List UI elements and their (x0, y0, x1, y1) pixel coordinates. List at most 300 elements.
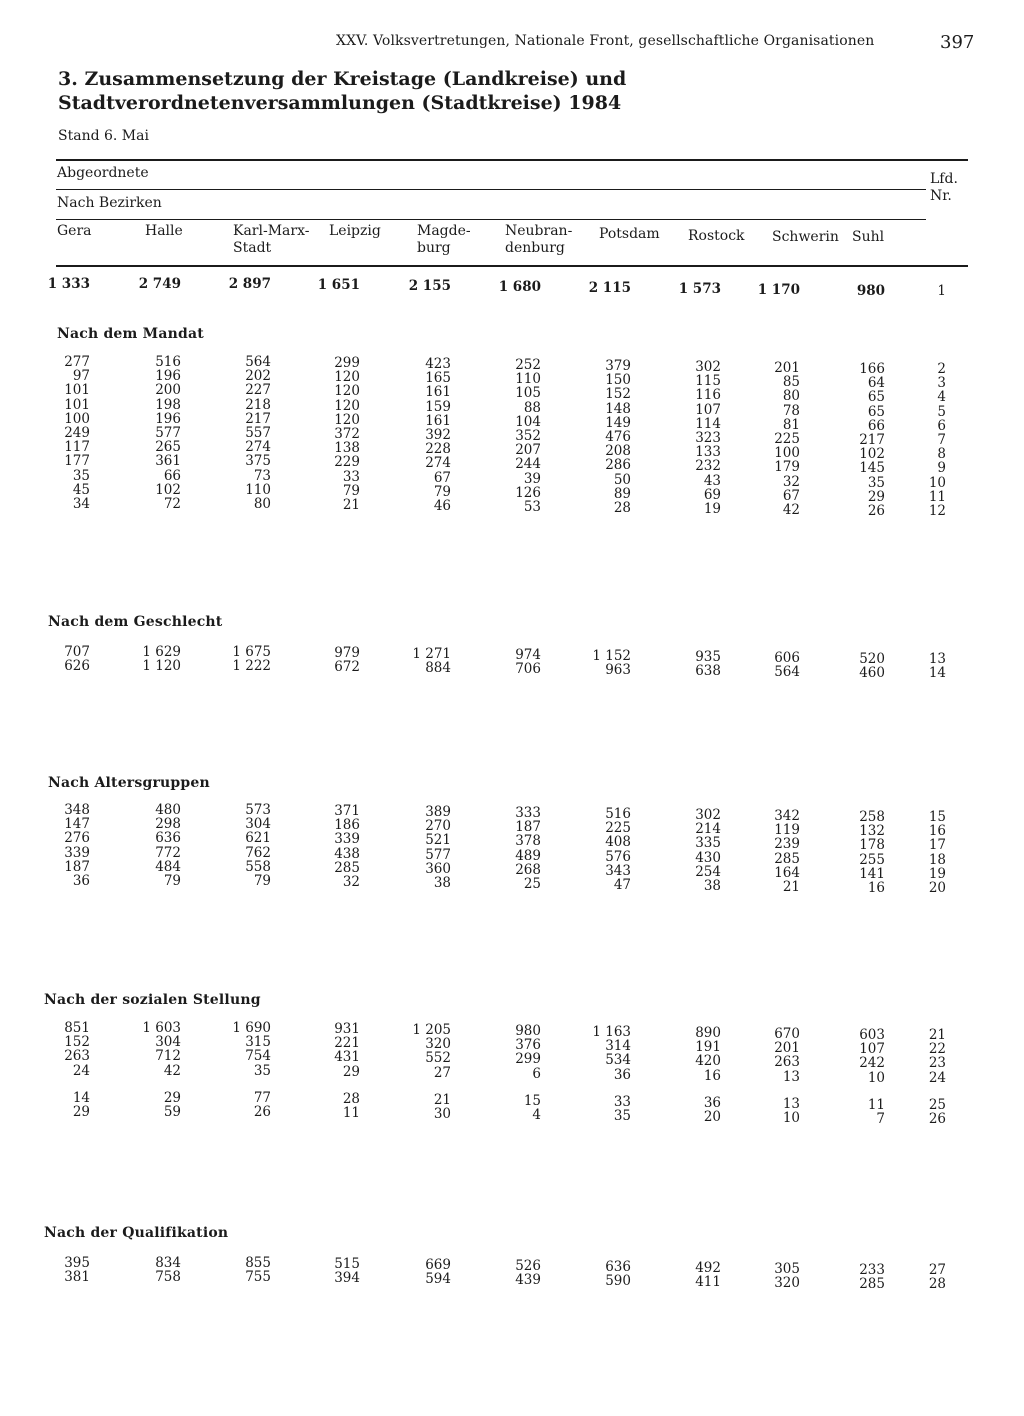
table-cell: 164 (774, 865, 800, 881)
table-cell: 480 (155, 802, 181, 818)
table-cell: 239 (774, 836, 800, 852)
table-cell: 606 (774, 650, 800, 666)
lfd-nr-cell: 6 (937, 418, 946, 434)
table-cell: 302 (695, 807, 721, 823)
table-cell: 352 (515, 428, 541, 444)
page-number: 397 (940, 32, 975, 53)
table-cell: 302 (695, 359, 721, 375)
table-cell: 27 (433, 1065, 451, 1081)
table-cell: 430 (695, 850, 721, 866)
table-cell: 110 (515, 371, 541, 387)
table-cell: 573 (245, 802, 271, 818)
table-cell: 78 (782, 403, 800, 419)
table-cell: 564 (774, 664, 800, 680)
lfd-nr-cell: 27 (928, 1262, 946, 1278)
table-cell: 138 (334, 440, 360, 456)
table-cell: 672 (334, 659, 360, 675)
table-cell: 242 (859, 1055, 885, 1071)
table-cell: 73 (253, 468, 271, 484)
table-cell: 21 (342, 497, 360, 513)
table-cell: 636 (155, 830, 181, 846)
table-cell: 67 (433, 470, 451, 486)
table-cell: 200 (155, 382, 181, 398)
table-cell: 258 (859, 809, 885, 825)
table-cell: 36 (613, 1067, 631, 1083)
table-cell: 39 (523, 471, 541, 487)
table-cell: 980 (856, 283, 885, 299)
table-cell: 77 (253, 1090, 271, 1106)
table-cell: 254 (695, 864, 721, 880)
table-cell: 191 (695, 1039, 721, 1055)
table-cell: 557 (245, 425, 271, 441)
table-cell: 59 (163, 1104, 181, 1120)
table-cell: 69 (703, 487, 721, 503)
lfd-nr-cell: 10 (928, 475, 946, 491)
table-cell: 276 (64, 830, 90, 846)
lfd-nr-cell: 17 (928, 837, 946, 853)
table-cell: 423 (425, 356, 451, 372)
table-cell: 520 (859, 651, 885, 667)
table-cell: 1 573 (678, 281, 721, 297)
table-cell: 21 (782, 879, 800, 895)
table-cell: 187 (515, 819, 541, 835)
table-cell: 489 (515, 848, 541, 864)
table-cell: 411 (695, 1274, 721, 1290)
table-cell: 150 (605, 372, 631, 388)
table-cell: 285 (774, 851, 800, 867)
table-cell: 577 (155, 425, 181, 441)
table-cell: 252 (515, 357, 541, 373)
table-cell: 45 (72, 482, 90, 498)
table-cell: 97 (72, 368, 90, 384)
table-cell: 36 (703, 1095, 721, 1111)
table-cell: 201 (774, 1040, 800, 1056)
table-cell: 1 120 (142, 658, 181, 674)
table-cell: 25 (523, 876, 541, 892)
table-cell: 104 (515, 414, 541, 430)
table-cell: 66 (163, 468, 181, 484)
table-cell: 706 (515, 661, 541, 677)
table-cell: 32 (782, 474, 800, 490)
table-cell: 979 (334, 645, 360, 661)
table-cell: 389 (425, 804, 451, 820)
table-cell: 233 (859, 1262, 885, 1278)
table-cell: 79 (433, 484, 451, 500)
table-cell: 621 (245, 830, 271, 846)
table-cell: 67 (782, 488, 800, 504)
table-cell: 217 (245, 411, 271, 427)
table-cell: 24 (72, 1063, 90, 1079)
table-cell: 335 (695, 835, 721, 851)
table-cell: 186 (334, 817, 360, 833)
lfd-nr-cell: 2 (937, 361, 946, 377)
column-header: Potsdam (599, 226, 660, 242)
lfd-nr-cell: 23 (928, 1055, 946, 1071)
lfd-nr-header: Lfd. Nr. (930, 171, 958, 204)
table-cell: 149 (605, 415, 631, 431)
table-cell: 152 (64, 1034, 90, 1050)
table-cell: 274 (425, 455, 451, 471)
table-cell: 11 (867, 1097, 885, 1113)
table-cell: 298 (155, 816, 181, 832)
table-cell: 35 (613, 1108, 631, 1124)
top-rule (56, 159, 968, 161)
table-cell: 492 (695, 1260, 721, 1276)
table-cell: 227 (245, 382, 271, 398)
table-cell: 65 (867, 404, 885, 420)
table-cell: 201 (774, 360, 800, 376)
table-cell: 460 (859, 665, 885, 681)
table-cell: 221 (334, 1035, 360, 1051)
table-cell: 16 (867, 880, 885, 896)
table-cell: 35 (72, 468, 90, 484)
table-cell: 100 (774, 445, 800, 461)
table-cell: 159 (425, 399, 451, 415)
table-cell: 214 (695, 821, 721, 837)
table-title: 3. Zusammensetzung der Kreistage (Landkreise) und Stadtverordnetenversammlungen (Stadtkreise) 1984 (58, 68, 627, 114)
table-cell: 126 (515, 485, 541, 501)
table-cell: 35 (867, 475, 885, 491)
lfd-nr-cell: 16 (928, 823, 946, 839)
table-cell: 304 (245, 816, 271, 832)
table-cell: 342 (774, 808, 800, 824)
table-cell: 42 (163, 1063, 181, 1079)
table-cell: 148 (605, 401, 631, 417)
table-cell: 43 (703, 473, 721, 489)
table-cell: 379 (605, 358, 631, 374)
table-cell: 408 (605, 834, 631, 850)
table-cell: 669 (425, 1257, 451, 1273)
table-cell: 1 163 (592, 1024, 631, 1040)
table-cell: 526 (515, 1258, 541, 1274)
table-cell: 79 (253, 873, 271, 889)
table-cell: 1 680 (498, 279, 541, 295)
column-header: Magde- burg (417, 223, 471, 256)
lfd-nr-cell: 13 (928, 651, 946, 667)
table-cell: 35 (253, 1063, 271, 1079)
table-cell: 855 (245, 1255, 271, 1271)
section-title: Nach der sozialen Stellung (44, 992, 261, 1008)
lfd-nr-cell: 11 (928, 489, 946, 505)
table-cell: 594 (425, 1271, 451, 1287)
table-cell: 34 (72, 496, 90, 512)
table-cell: 516 (605, 806, 631, 822)
table-cell: 320 (774, 1275, 800, 1291)
table-cell: 1 629 (142, 644, 181, 660)
table-cell: 576 (605, 849, 631, 865)
table-cell: 851 (64, 1020, 90, 1036)
table-cell: 378 (515, 833, 541, 849)
table-cell: 314 (605, 1038, 631, 1054)
table-cell: 263 (64, 1048, 90, 1064)
table-cell: 33 (613, 1094, 631, 1110)
table-cell: 270 (425, 818, 451, 834)
table-cell: 285 (859, 1276, 885, 1292)
table-cell: 46 (433, 498, 451, 514)
table-cell: 304 (155, 1034, 181, 1050)
table-cell: 603 (859, 1027, 885, 1043)
column-header: Karl-Marx- Stadt (233, 223, 310, 256)
table-cell: 166 (859, 361, 885, 377)
table-cell: 439 (515, 1272, 541, 1288)
table-cell: 772 (155, 845, 181, 861)
table-cell: 13 (782, 1096, 800, 1112)
table-cell: 707 (64, 644, 90, 660)
header-bottom-rule (56, 265, 968, 267)
table-cell: 638 (695, 663, 721, 679)
table-cell: 376 (515, 1037, 541, 1053)
table-cell: 348 (64, 802, 90, 818)
table-cell: 299 (515, 1051, 541, 1067)
table-cell: 202 (245, 368, 271, 384)
table-cell: 179 (774, 459, 800, 475)
table-cell: 333 (515, 805, 541, 821)
table-cell: 217 (859, 432, 885, 448)
table-cell: 762 (245, 845, 271, 861)
table-cell: 141 (859, 866, 885, 882)
table-cell: 758 (155, 1269, 181, 1285)
table-cell: 1 675 (232, 644, 271, 660)
table-cell: 147 (64, 816, 90, 832)
lfd-nr-cell: 8 (937, 446, 946, 462)
table-cell: 320 (425, 1036, 451, 1052)
table-cell: 26 (253, 1104, 271, 1120)
table-cell: 36 (72, 873, 90, 889)
table-cell: 105 (515, 385, 541, 401)
table-cell: 33 (342, 469, 360, 485)
table-cell: 13 (782, 1069, 800, 1085)
table-cell: 102 (859, 446, 885, 462)
table-cell: 145 (859, 460, 885, 476)
table-cell: 79 (342, 483, 360, 499)
table-cell: 14 (72, 1090, 90, 1106)
lfd-nr-cell: 20 (928, 880, 946, 896)
lfd-nr-cell: 4 (937, 389, 946, 405)
table-cell: 534 (605, 1052, 631, 1068)
table-cell: 476 (605, 429, 631, 445)
table-cell: 372 (334, 426, 360, 442)
table-cell: 890 (695, 1025, 721, 1041)
table-cell: 590 (605, 1273, 631, 1289)
table-cell: 315 (245, 1034, 271, 1050)
table-cell: 119 (774, 822, 800, 838)
table-cell: 21 (433, 1092, 451, 1108)
table-cell: 980 (515, 1023, 541, 1039)
table-cell: 249 (64, 425, 90, 441)
table-cell: 115 (695, 373, 721, 389)
table-cell: 286 (605, 457, 631, 473)
table-cell: 1 690 (232, 1020, 271, 1036)
lfd-nr-cell: 18 (928, 852, 946, 868)
lfd-nr-cell: 19 (928, 866, 946, 882)
table-cell: 564 (245, 354, 271, 370)
lfd-nr-cell: 26 (928, 1111, 946, 1127)
table-cell: 323 (695, 430, 721, 446)
table-cell: 755 (245, 1269, 271, 1285)
stand-date: Stand 6. Mai (58, 128, 149, 144)
table-cell: 29 (867, 489, 885, 505)
abgeordnete-header: Abgeordnete (57, 165, 149, 181)
lfd-nr-cell: 7 (937, 432, 946, 448)
table-cell: 53 (523, 499, 541, 515)
table-cell: 7 (876, 1111, 885, 1127)
table-cell: 29 (163, 1090, 181, 1106)
table-cell: 268 (515, 862, 541, 878)
table-cell: 178 (859, 837, 885, 853)
table-cell: 26 (867, 503, 885, 519)
table-cell: 343 (605, 863, 631, 879)
table-cell: 1 152 (592, 648, 631, 664)
column-header: Suhl (852, 229, 885, 245)
table-cell: 207 (515, 442, 541, 458)
table-cell: 80 (782, 388, 800, 404)
table-cell: 229 (334, 454, 360, 470)
nach-bezirken-header: Nach Bezirken (57, 195, 162, 211)
table-cell: 515 (334, 1256, 360, 1272)
section-title: Nach Altersgruppen (48, 775, 210, 791)
table-cell: 132 (859, 823, 885, 839)
table-cell: 285 (334, 860, 360, 876)
table-cell: 29 (342, 1064, 360, 1080)
table-cell: 88 (523, 400, 541, 416)
table-cell: 277 (64, 354, 90, 370)
section-title: Nach dem Mandat (57, 326, 204, 342)
table-cell: 10 (867, 1070, 885, 1086)
table-cell: 133 (695, 444, 721, 460)
table-cell: 516 (155, 354, 181, 370)
column-header: Rostock (688, 228, 745, 244)
lfd-nr-cell: 3 (937, 375, 946, 391)
table-cell: 16 (703, 1068, 721, 1084)
table-cell: 102 (155, 482, 181, 498)
table-cell: 120 (334, 369, 360, 385)
table-cell: 963 (605, 662, 631, 678)
table-cell: 265 (155, 439, 181, 455)
table-cell: 89 (613, 486, 631, 502)
table-cell: 1 205 (412, 1022, 451, 1038)
table-cell: 225 (605, 820, 631, 836)
table-cell: 19 (703, 501, 721, 517)
lfd-nr-cell: 5 (937, 404, 946, 420)
table-cell: 38 (703, 878, 721, 894)
table-cell: 10 (782, 1110, 800, 1126)
table-cell: 420 (695, 1053, 721, 1069)
table-cell: 165 (425, 370, 451, 386)
table-cell: 1 333 (47, 276, 90, 292)
table-cell: 50 (613, 472, 631, 488)
column-header: Leipzig (329, 223, 381, 239)
table-cell: 381 (64, 1269, 90, 1285)
table-cell: 2 749 (138, 276, 181, 292)
table-cell: 79 (163, 873, 181, 889)
table-cell: 120 (334, 398, 360, 414)
table-cell: 392 (425, 427, 451, 443)
table-cell: 670 (774, 1026, 800, 1042)
table-cell: 712 (155, 1048, 181, 1064)
table-cell: 305 (774, 1261, 800, 1277)
column-header: Halle (145, 223, 183, 239)
table-cell: 244 (515, 456, 541, 472)
table-cell: 299 (334, 355, 360, 371)
table-cell: 375 (245, 453, 271, 469)
table-cell: 552 (425, 1050, 451, 1066)
lfd-nr-cell: 21 (928, 1027, 946, 1043)
table-cell: 2 155 (408, 278, 451, 294)
table-cell: 361 (155, 453, 181, 469)
table-cell: 110 (245, 482, 271, 498)
lfd-nr-cell: 24 (928, 1070, 946, 1086)
table-cell: 263 (774, 1054, 800, 1070)
table-cell: 29 (72, 1104, 90, 1120)
lfd-nr-cell: 25 (928, 1097, 946, 1113)
table-cell: 1 271 (412, 646, 451, 662)
table-cell: 577 (425, 847, 451, 863)
table-cell: 339 (334, 831, 360, 847)
table-cell: 101 (64, 382, 90, 398)
table-cell: 636 (605, 1259, 631, 1275)
table-cell: 80 (253, 496, 271, 512)
lfd-nr-cell: 12 (928, 503, 946, 519)
column-header: Gera (57, 223, 92, 239)
table-cell: 196 (155, 411, 181, 427)
table-cell: 72 (163, 496, 181, 512)
table-cell: 32 (342, 874, 360, 890)
table-cell: 20 (703, 1109, 721, 1125)
table-cell: 30 (433, 1106, 451, 1122)
table-cell: 1 170 (757, 282, 800, 298)
table-cell: 484 (155, 859, 181, 875)
table-cell: 6 (532, 1066, 541, 1082)
table-cell: 884 (425, 660, 451, 676)
table-cell: 15 (523, 1093, 541, 1109)
lfd-nr-cell: 1 (937, 283, 946, 299)
table-cell: 521 (425, 832, 451, 848)
table-cell: 42 (782, 502, 800, 518)
bezirke-rule (56, 219, 926, 220)
table-cell: 28 (613, 500, 631, 516)
table-cell: 107 (859, 1041, 885, 1057)
table-cell: 161 (425, 413, 451, 429)
table-cell: 339 (64, 845, 90, 861)
table-cell: 47 (613, 877, 631, 893)
table-cell: 117 (64, 439, 90, 455)
table-cell: 1 651 (317, 277, 360, 293)
table-cell: 152 (605, 386, 631, 402)
table-cell: 177 (64, 453, 90, 469)
table-cell: 394 (334, 1270, 360, 1286)
table-cell: 225 (774, 431, 800, 447)
section-title: Nach der Qualifikation (44, 1225, 229, 1241)
table-cell: 232 (695, 458, 721, 474)
table-cell: 196 (155, 368, 181, 384)
lfd-nr-cell: 15 (928, 809, 946, 825)
table-cell: 120 (334, 412, 360, 428)
table-cell: 107 (695, 402, 721, 418)
lfd-nr-cell: 28 (928, 1276, 946, 1292)
table-cell: 100 (64, 411, 90, 427)
table-cell: 834 (155, 1255, 181, 1271)
table-cell: 4 (532, 1107, 541, 1123)
lfd-nr-cell: 14 (928, 665, 946, 681)
lfd-nr-cell: 22 (928, 1041, 946, 1057)
table-cell: 66 (867, 418, 885, 434)
table-cell: 931 (334, 1021, 360, 1037)
table-cell: 2 897 (228, 276, 271, 292)
table-cell: 255 (859, 852, 885, 868)
table-cell: 198 (155, 397, 181, 413)
table-cell: 395 (64, 1255, 90, 1271)
table-cell: 28 (342, 1091, 360, 1107)
